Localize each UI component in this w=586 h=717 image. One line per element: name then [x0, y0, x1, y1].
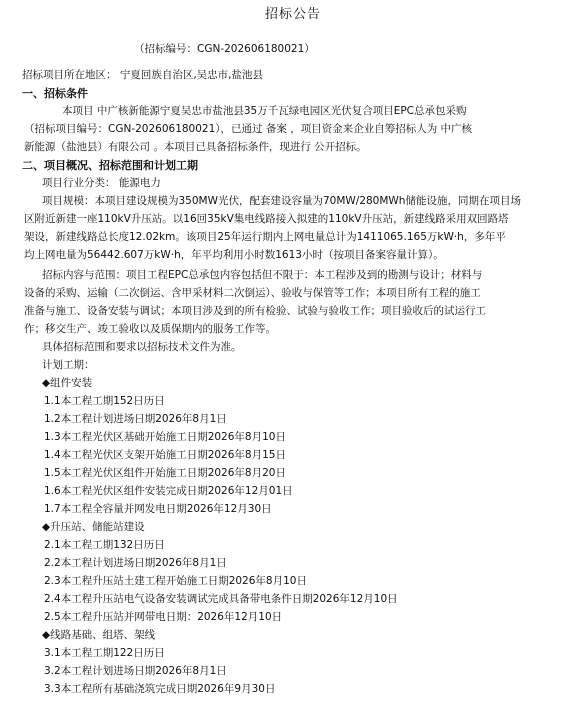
project-location: 招标项目所在地区： 宁夏回族自治区,吴忠市,盐池县: [22, 69, 264, 81]
plan-item: 1.7本工程全容量并网发电日期2026年12月30日: [44, 503, 272, 515]
plan-item: 1.2本工程计划进场日期2026年8月1日: [44, 413, 227, 425]
plan-label: 计划工期：: [42, 359, 95, 371]
group-heading: ◆线路基础、组塔、架线: [42, 629, 156, 641]
section-1-heading: 一、招标条件: [22, 87, 88, 100]
plan-item: 1.1本工程工期152日历日: [44, 395, 165, 407]
group-heading: ◆升压站、储能站建设: [42, 521, 145, 533]
section-1-para-line: （招标项目编号：CGN-202606180021），已通过 备案 ，项目资金来企业自筹招标人为 中广核: [24, 123, 473, 135]
plan-item: 1.6本工程光伏区组件安装完成日期2026年12月01日: [44, 485, 293, 497]
page-title: 招标公告: [264, 7, 321, 22]
document-page: [0, 7, 586, 717]
scale-line: 均上网电量为56442.607万kW·h，年平均利用小时数1613小时（按项目备案容量计算）。: [24, 249, 444, 261]
group-heading: ◆组件安装: [42, 377, 93, 389]
detail-line: 具体招标范围和要求以招标技术文件为准。: [42, 341, 242, 353]
section-1-para-line: 新能源（盐池县）有限公司 。本项目已具备招标条件，现进行 公开招标。: [24, 141, 367, 153]
scale-line: 项目规模：本项目建设规模为350MW光伏，配套建设容量为70MW/280MWh储能设施，同期在项目场: [42, 195, 521, 207]
plan-item: 1.4本工程光伏区支架开始施工日期2026年8月15日: [44, 449, 286, 461]
plan-item: 3.1本工程工期122日历日: [44, 647, 165, 659]
section-1-para-line: 本项目 中广核新能源宁夏吴忠市盐池县35万千瓦绿电园区光伏复合项目EPC总承包采购: [62, 105, 467, 117]
plan-item: 3.3本工程所有基础浇筑完成日期2026年9月30日: [44, 683, 276, 695]
plan-item: 2.2本工程计划进场日期2026年8月1日: [44, 557, 227, 569]
scope-line: 招标内容与范围：项目工程EPC总承包内容包括但不限于：本工程涉及到的勘测与设计；材料与: [42, 269, 483, 281]
scope-line: 作；移交生产、竣工验收以及质保期内的服务工作等。: [24, 323, 276, 335]
bid-number: （招标编号：CGN-202606180021）: [134, 43, 315, 55]
plan-item: 1.5本工程光伏区组件开始施工日期2026年8月20日: [44, 467, 286, 479]
plan-item: 2.5本工程升压站并网带电日期：2026年12月10日: [44, 611, 283, 623]
section-2-heading: 二、项目概况、招标范围和计划工期: [22, 159, 198, 172]
scale-line: 区附近新建一座110kV升压站。以16回35kV集电线路接入拟建的110kV升压站，新建线路采用双回路塔: [24, 213, 509, 225]
plan-item: 2.1本工程工期132日历日: [44, 539, 165, 551]
scope-line: 准备与施工、设备安装与调试；本项目涉及到的所有检验、试验与验收工作；项目验收后的试运行工: [24, 305, 486, 317]
scope-line: 设备的采购、运输（二次倒运、含甲采材料二次倒运）、验收与保管等工作；本项目所有工程的施工: [24, 287, 481, 299]
industry-line: 项目行业分类： 能源电力: [42, 177, 161, 189]
scale-line: 架设，新建线路总长度12.02km。该项目25年运行期内上网电量总计为1411065.165万kW·h，多年平: [24, 231, 506, 243]
plan-item: 3.2本工程计划进场日期2026年8月1日: [44, 665, 227, 677]
plan-item: 2.3本工程升压站土建工程开始施工日期2026年8月10日: [44, 575, 307, 587]
plan-item: 1.3本工程光伏区基础开始施工日期2026年8月10日: [44, 431, 286, 443]
plan-item: 2.4本工程升压站电气设备安装调试完成具备带电条件日期2026年12月10日: [44, 593, 398, 605]
